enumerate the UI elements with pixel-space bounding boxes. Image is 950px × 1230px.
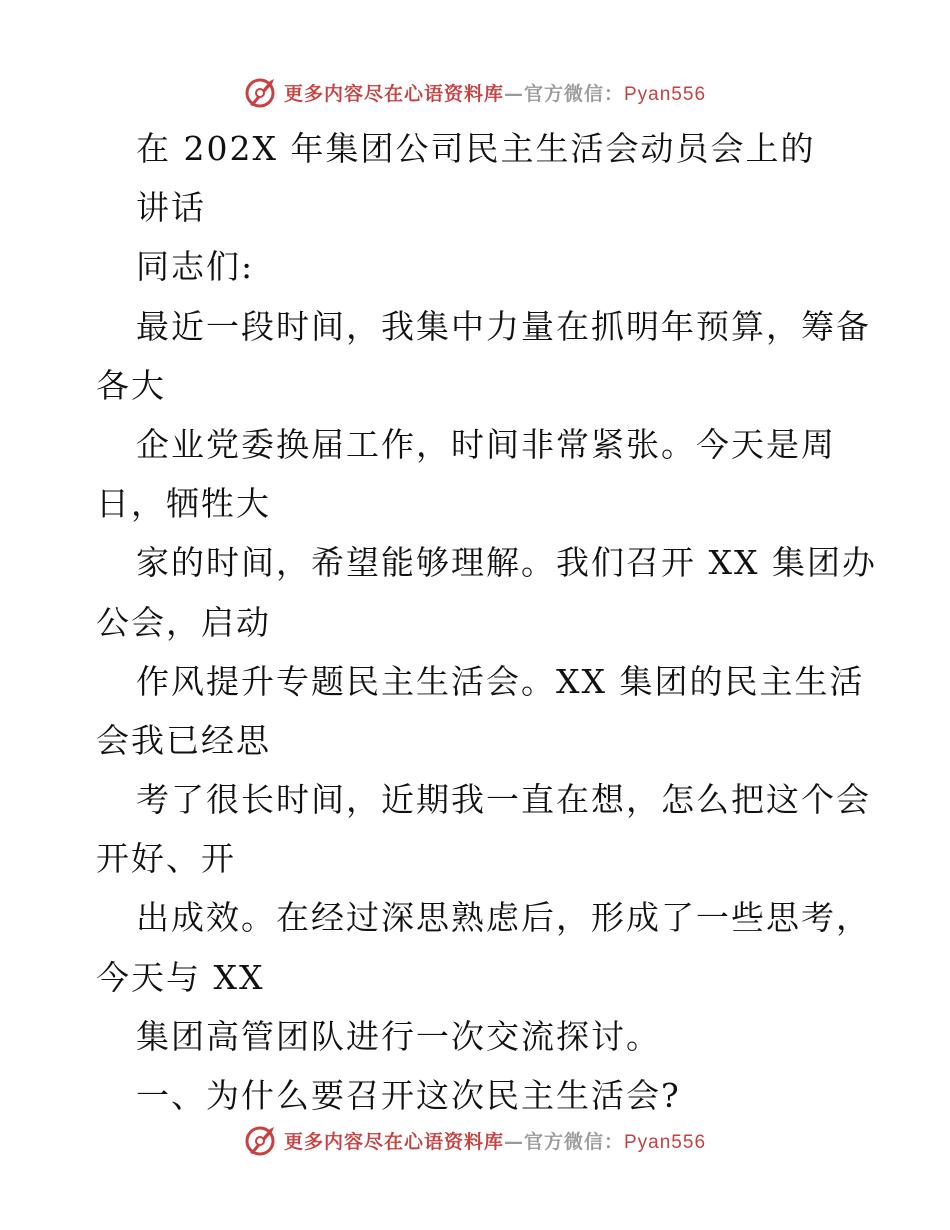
- banner-contact-text: —官方微信：: [503, 82, 624, 105]
- document-line: 企业党委换届工作，时间非常紧张。今天是周: [136, 424, 836, 464]
- header-banner: [0, 72, 950, 112]
- banner-main-text: 更多内容尽在心语资料库: [283, 1130, 504, 1153]
- document-line: 家的时间，希望能够理解。我们召开 XX 集团办: [136, 543, 877, 583]
- quill-logo-icon: [244, 75, 278, 109]
- footer-banner: [0, 1120, 950, 1160]
- document-line: 考了很长时间，近期我一直在想，怎么把这个会: [136, 780, 871, 820]
- document-line: 公会，启动: [96, 602, 271, 642]
- header-banner-text: [284, 79, 706, 106]
- document-line: 讲话: [136, 188, 206, 228]
- document-line: 同志们:: [136, 247, 255, 287]
- banner-wechat-id: Pyan556: [624, 83, 707, 105]
- banner-wechat-id: Pyan556: [624, 1131, 707, 1153]
- quill-logo-icon: [244, 1123, 278, 1157]
- document-line: 作风提升专题民主生活会。XX 集团的民主生活: [136, 661, 865, 701]
- banner-contact-text: —官方微信：: [503, 1130, 624, 1153]
- document-line: 集团高管团队进行一次交流探讨。: [136, 1016, 661, 1056]
- document-line: 今天与 XX: [96, 957, 265, 997]
- document-line: 最近一段时间，我集中力量在抓明年预算，筹备: [136, 306, 871, 346]
- banner-main-text: 更多内容尽在心语资料库: [283, 82, 504, 105]
- document-body: [96, 119, 877, 1125]
- footer-banner-text: [284, 1127, 706, 1154]
- document-line: 会我已经思: [96, 720, 271, 760]
- document-line: 在 202X 年集团公司民主生活会动员会上的: [136, 129, 816, 168]
- document-line: 出成效。在经过深思熟虑后，形成了一些思考，: [136, 898, 871, 938]
- document-line: 各大: [96, 365, 166, 405]
- document-line: 开好、开: [96, 839, 236, 879]
- document-line: 日，牺牲大: [96, 484, 271, 524]
- document-line: 一、为什么要召开这次民主生活会?: [136, 1076, 681, 1115]
